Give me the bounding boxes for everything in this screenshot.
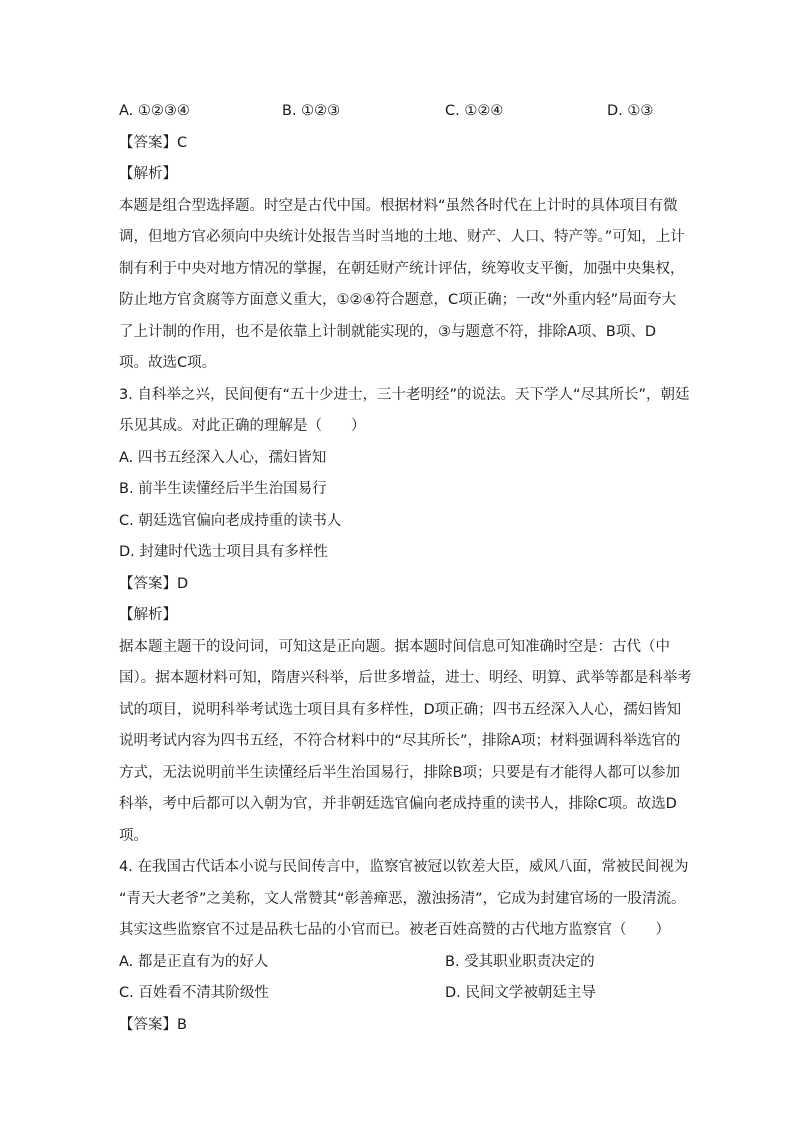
q2-analysis-label: 【解析】: [119, 166, 177, 182]
document-page: [119, 96, 692, 1041]
q4-option-a: A. 都是正直有为的好人: [119, 953, 269, 970]
q2-analysis: [119, 191, 685, 380]
q2-option-a: A. ①②③④: [119, 103, 190, 119]
analysis-line: 了上计制的作用，也不是依靠上计制就能实现的，③与题意不符，排除A项、B项、D: [119, 323, 657, 340]
q4-option-d: D. 民间文学被朝廷主导: [445, 985, 596, 1001]
q3-option-c: C. 朝廷选官偏向老成持重的读书人: [119, 512, 342, 529]
stem-line: 乐见其成。对此正确的理解是（ ）: [119, 418, 366, 434]
q3-stem: [119, 380, 690, 443]
analysis-line: 调，但地方官必须向中央统计处报告当时当地的土地、财产、人口、特产等。”可知，上计: [119, 229, 685, 245]
analysis-line: 方式，无法说明前半生读懂经后半生治国易行，排除B项；只要是有才能得人都可以参加: [119, 764, 680, 781]
analysis-line: 防止地方官贪腐等方面意义重大，①②④符合题意，C项正确；一改“外重内轻”局面夸大: [119, 292, 677, 308]
q4-stem: [119, 852, 689, 947]
analysis-line: 说明考试内容为四书五经，不符合材料中的“尽其所长”，排除A项；材料强调科举选官的: [119, 733, 681, 749]
stem-line: “青天大老爷”之美称，文人常赞其“彰善瘅恶，激浊扬清”，它成为封建官场的一股清流。: [119, 890, 686, 907]
q2-option-b: B. ①②③: [282, 103, 341, 119]
q3-option-a: A. 四书五经深入人心，孺妇皆知: [119, 449, 327, 466]
q3-analysis-label: 【解析】: [119, 607, 177, 623]
analysis-line: 国）。据本题材料可知，隋唐兴科举，后世多增益，进士、明经、明算、武举等都是科举考: [119, 670, 692, 686]
analysis-line: 科举，考中后都可以入朝为官，并非朝廷选官偏向老成持重的读书人，排除C项。故选D: [119, 796, 677, 812]
analysis-line: 制有利于中央对地方情况的掌握，在朝廷财产统计评估，统筹收支平衡，加强中央集权，: [119, 260, 685, 277]
analysis-line: 本题是组合型选择题。时空是古代中国。根据材料“虽然各时代在上计时的具体项目有微: [119, 197, 678, 214]
q3-answer: 【答案】D: [119, 575, 189, 592]
analysis-line: 项。故选C项。: [119, 355, 217, 371]
q3-analysis: [119, 632, 692, 853]
analysis-line: 据本题主题干的设问词，可知这是正向题。据本题时间信息可知准确时空是：古代（中: [119, 638, 670, 655]
stem-line: 4. 在我国古代话本小说与民间传言中，监察官被冠以钦差大臣，威风八面，常被民间视为: [119, 859, 689, 875]
q4-option-b: B. 受其职业职责决定的: [445, 953, 595, 970]
q2-answer: 【答案】C: [119, 134, 188, 151]
q3-option-d: D. 封建时代选士项目具有多样性: [119, 544, 328, 560]
q3-options: [119, 443, 679, 569]
q2-option-d: D. ①③: [607, 103, 654, 119]
q4-answer: 【答案】B: [119, 1016, 187, 1033]
q2-options: [119, 96, 679, 128]
q3-option-b: B. 前半生读懂经后半生治国易行: [119, 481, 327, 497]
q4-option-c: C. 百姓看不清其阶级性: [119, 985, 269, 1001]
q4-options-row-2: [119, 978, 679, 1010]
q4-options-row-1: [119, 947, 679, 979]
analysis-line: 试的项目，说明科举考试选士项目具有多样性，D项正确；四书五经深入人心，孺妇皆知: [119, 701, 682, 718]
stem-line: 其实这些监察官不过是品秩七品的小官而已。被老百姓高赞的古代地方监察官（ ）: [119, 922, 670, 938]
q2-option-c: C. ①②④: [445, 103, 504, 119]
stem-line: 3. 自科举之兴，民间便有“五十少进士，三十老明经”的说法。天下学人“尽其所长”，朝廷: [119, 386, 690, 403]
analysis-line: 项。: [119, 827, 148, 844]
